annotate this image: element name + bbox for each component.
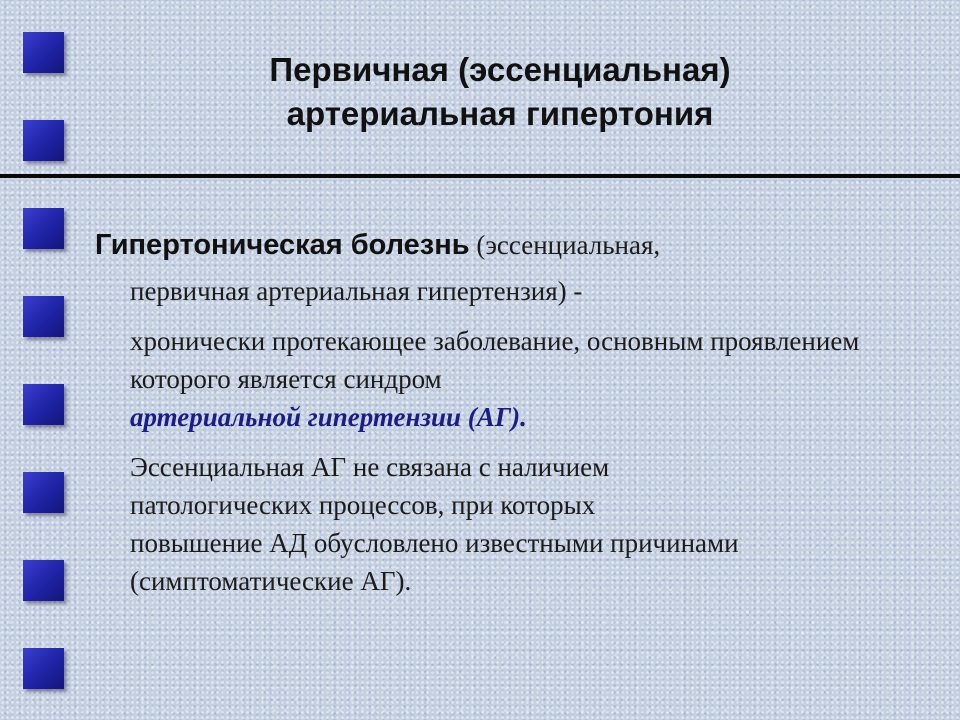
- bullet-square-8: [23, 648, 64, 689]
- essential-line-2: патологических процессов, при которых: [130, 490, 596, 520]
- bullet-square-6: [23, 472, 64, 513]
- bullet-square-1: [23, 32, 64, 73]
- bullet-square-5: [23, 384, 64, 425]
- bullet-square-3: [23, 208, 64, 249]
- essential-line-4: (симптоматические АГ).: [130, 566, 412, 596]
- bullet-square-7: [23, 560, 64, 601]
- essential-line-3: повышение АД обусловлено известными причинами: [130, 528, 739, 558]
- essential-paragraph: [95, 448, 935, 600]
- bullet-square-4: [23, 296, 64, 337]
- description-paragraph: [95, 322, 935, 436]
- bullet-square-2: [23, 120, 64, 161]
- title-line-2: артериальная гипертония: [286, 95, 714, 132]
- slide-body: [95, 222, 935, 600]
- essential-line-1: Эссенциальная АГ не связана с наличием: [130, 452, 610, 482]
- slide-title: [160, 48, 840, 136]
- bullet-column: [23, 0, 65, 720]
- description-text: хронически протекающее заболевание, основным проявлением которого является синдром: [130, 326, 860, 394]
- term-synonyms: (эссенциальная,: [469, 230, 661, 260]
- description-emphasis: артериальной гипертензии (АГ).: [130, 402, 527, 432]
- term-synonyms-line2: первичная артериальная гипертензия) -: [130, 276, 583, 306]
- title-line-1: Первичная (эссенциальная): [269, 51, 731, 88]
- definition-paragraph: [95, 222, 935, 314]
- title-divider: [0, 174, 960, 178]
- term-bold: Гипертоническая болезнь: [95, 229, 470, 261]
